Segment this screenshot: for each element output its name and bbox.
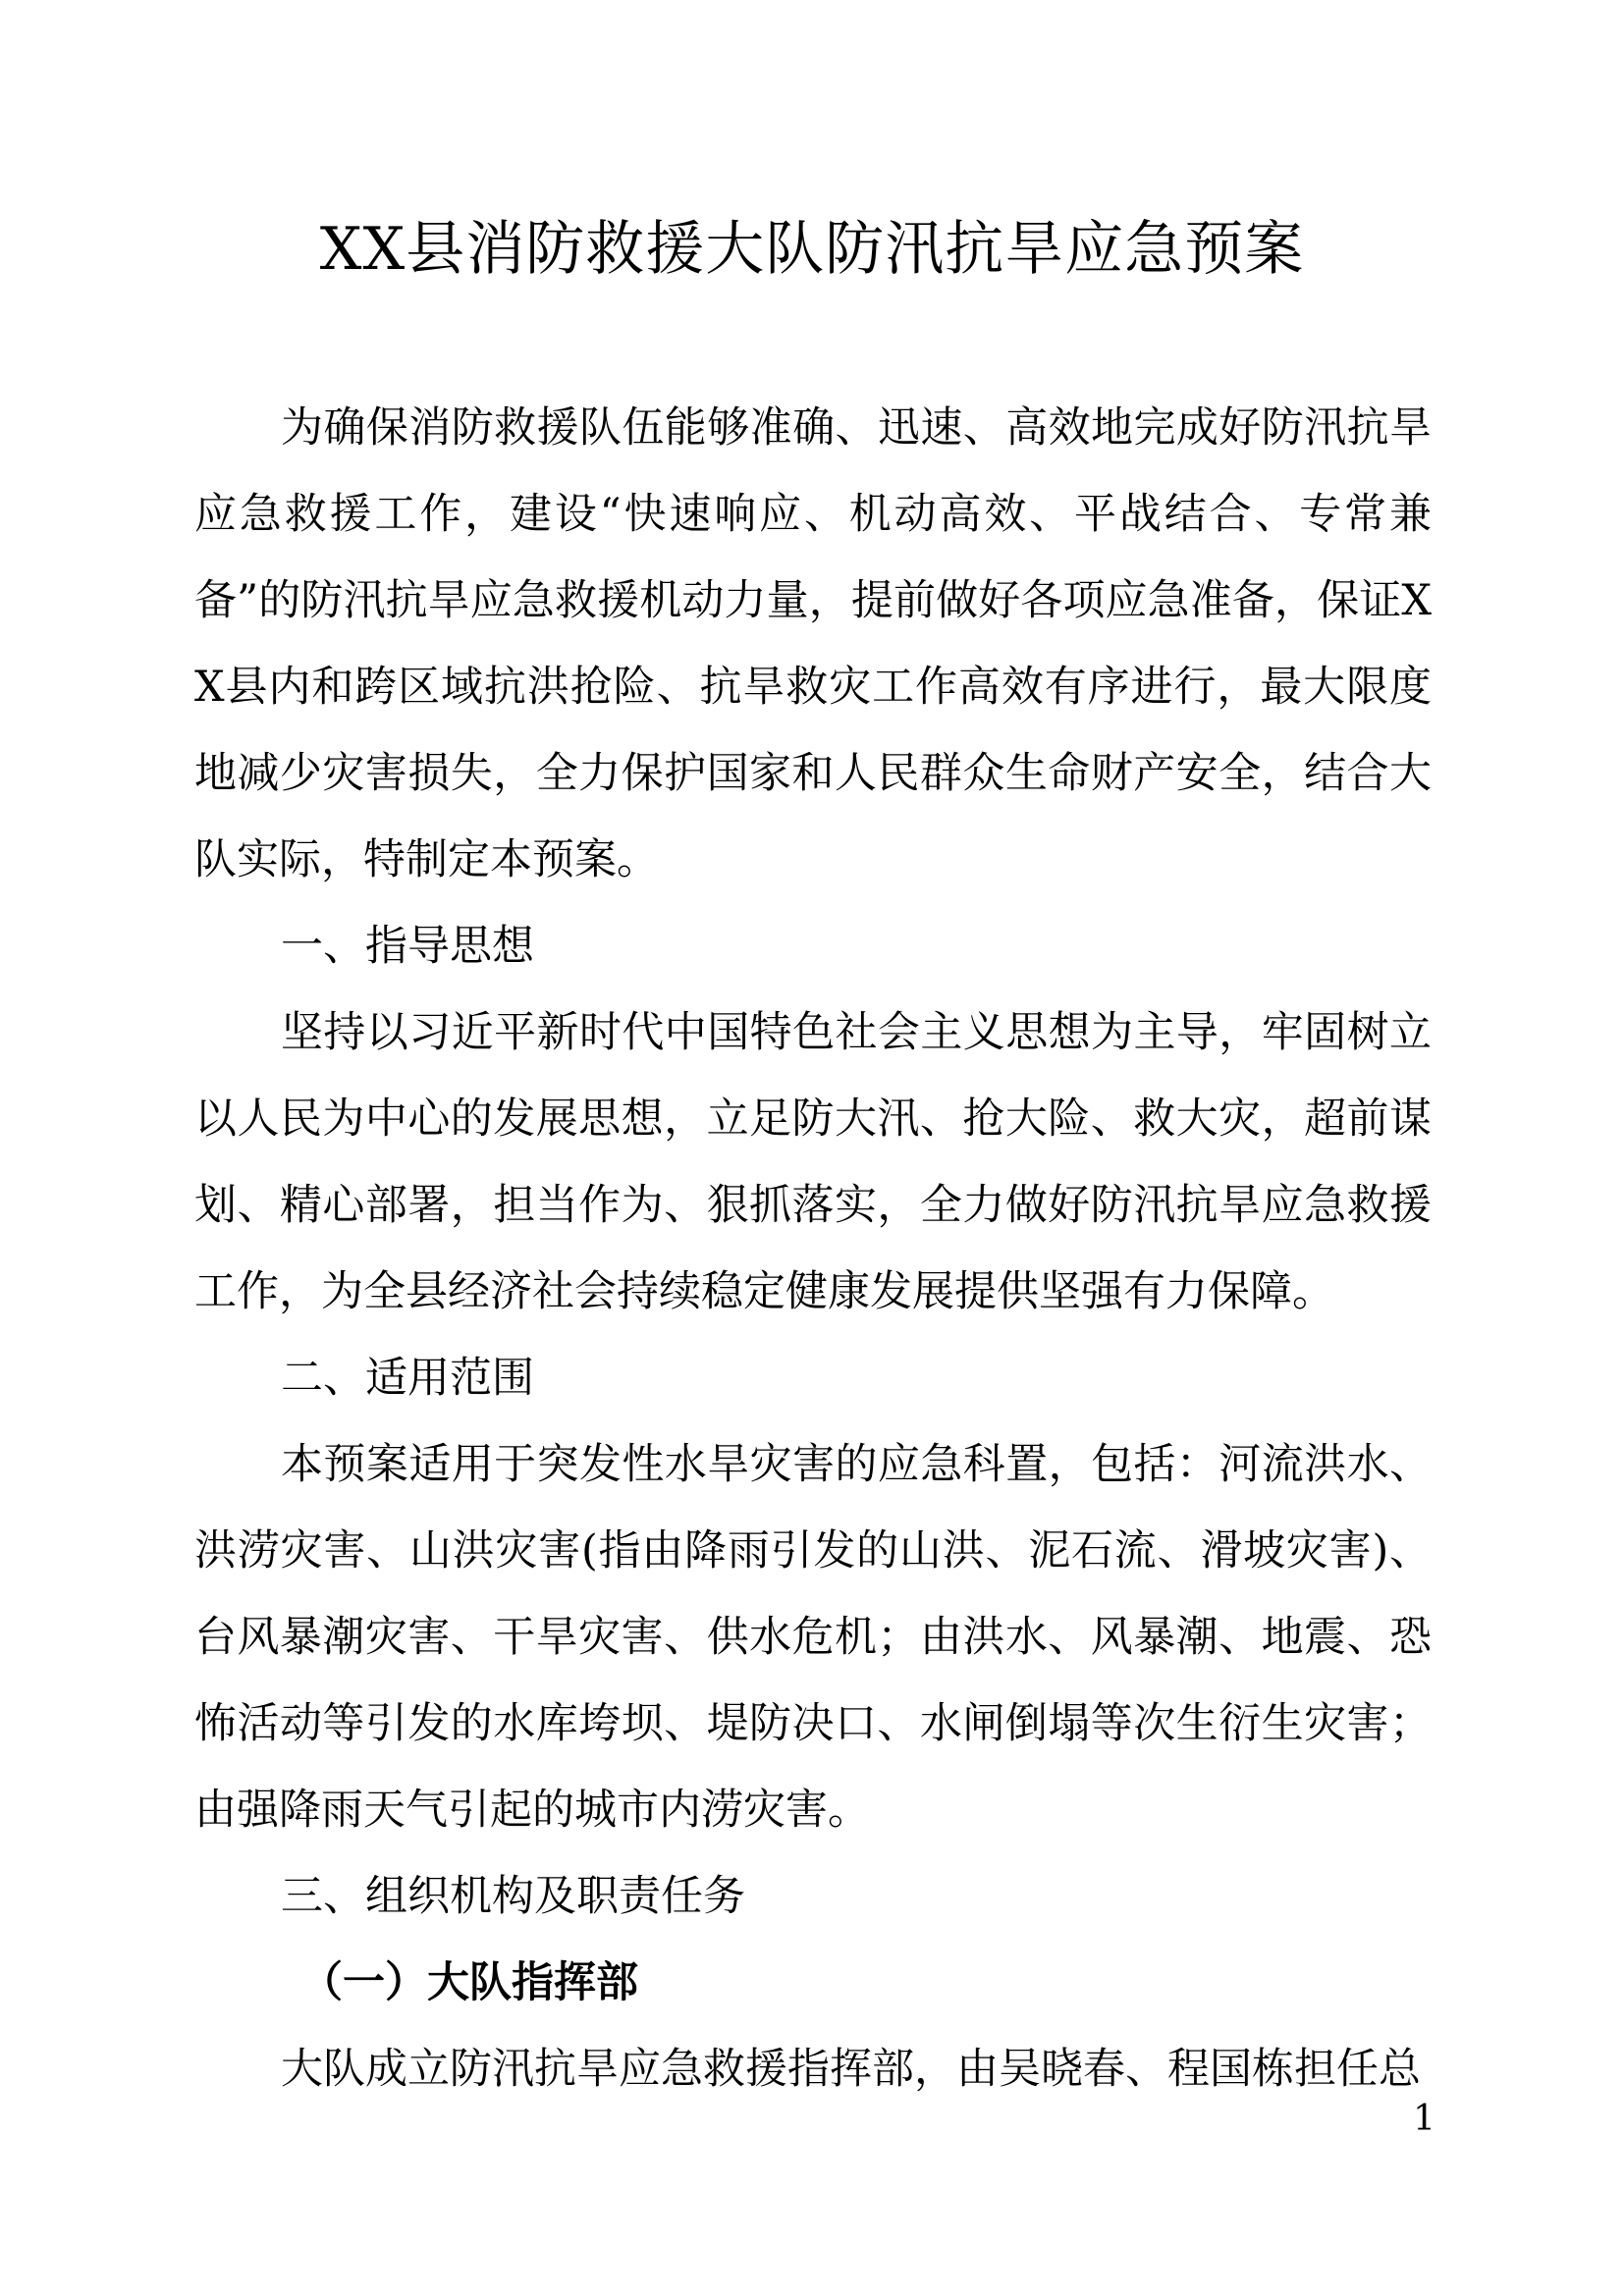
- command-paragraph: 大队成立防汛抗旱应急救援指挥部，由吴晓春、程国栋担任总: [281, 2045, 1421, 2094]
- section-heading-scope: 二、适用范围: [281, 1354, 534, 1403]
- intro-paragraph: 为确保消防救援队伍能够准确、迅速、高效地完成好防汛抗旱应急救援工作，建设“快速响应、机动高效、平战结合、专常兼备”的防汛抗旱应急救援机动力量，提前做好各项应急准备，保证XX县内和跨区域抗洪抢险、抗旱救灾工作高效有序进行，最大限度地减少灾害损失，全力保护国家和人民群众生命财产安全，结合大队实际，特制定本预案。: [194, 403, 1432, 884]
- guiding-thought-paragraph: 坚持以习近平新时代中国特色社会主义思想为主导，牢固树立以人民为中心的发展思想，立足防大汛、抢大险、救大灾，超前谋划、精心部署，担当作为、狠抓落实，全力做好防汛抗旱应急救援工作，为全县经济社会持续稳定健康发展提供坚强有力保障。: [194, 1008, 1432, 1316]
- document-body: [194, 385, 1432, 2112]
- scope-paragraph: 本预案适用于突发性水旱灾害的应急科置，包括：河流洪水、洪涝灾害、山洪灾害(指由降雨引发的山洪、泥石流、滑坡灾害)、台风暴潮灾害、干旱灾害、供水危机；由洪水、风暴潮、地震、恐怖活动等引发的水库垮坝、堤防决口、水闸倒塌等次生衍生灾害；由强降雨天气引起的城市内涝灾害。: [194, 1440, 1432, 1835]
- subsection-heading-command: （一）大队指挥部: [300, 1958, 638, 2007]
- section-heading-guiding-thought: 一、指导思想: [281, 922, 534, 971]
- section-heading-organization: 三、组织机构及职责任务: [281, 1872, 745, 1921]
- document-title: XX县消防救援大队防汛抗旱应急预案: [319, 215, 1305, 284]
- page-number: 1: [1413, 2099, 1435, 2139]
